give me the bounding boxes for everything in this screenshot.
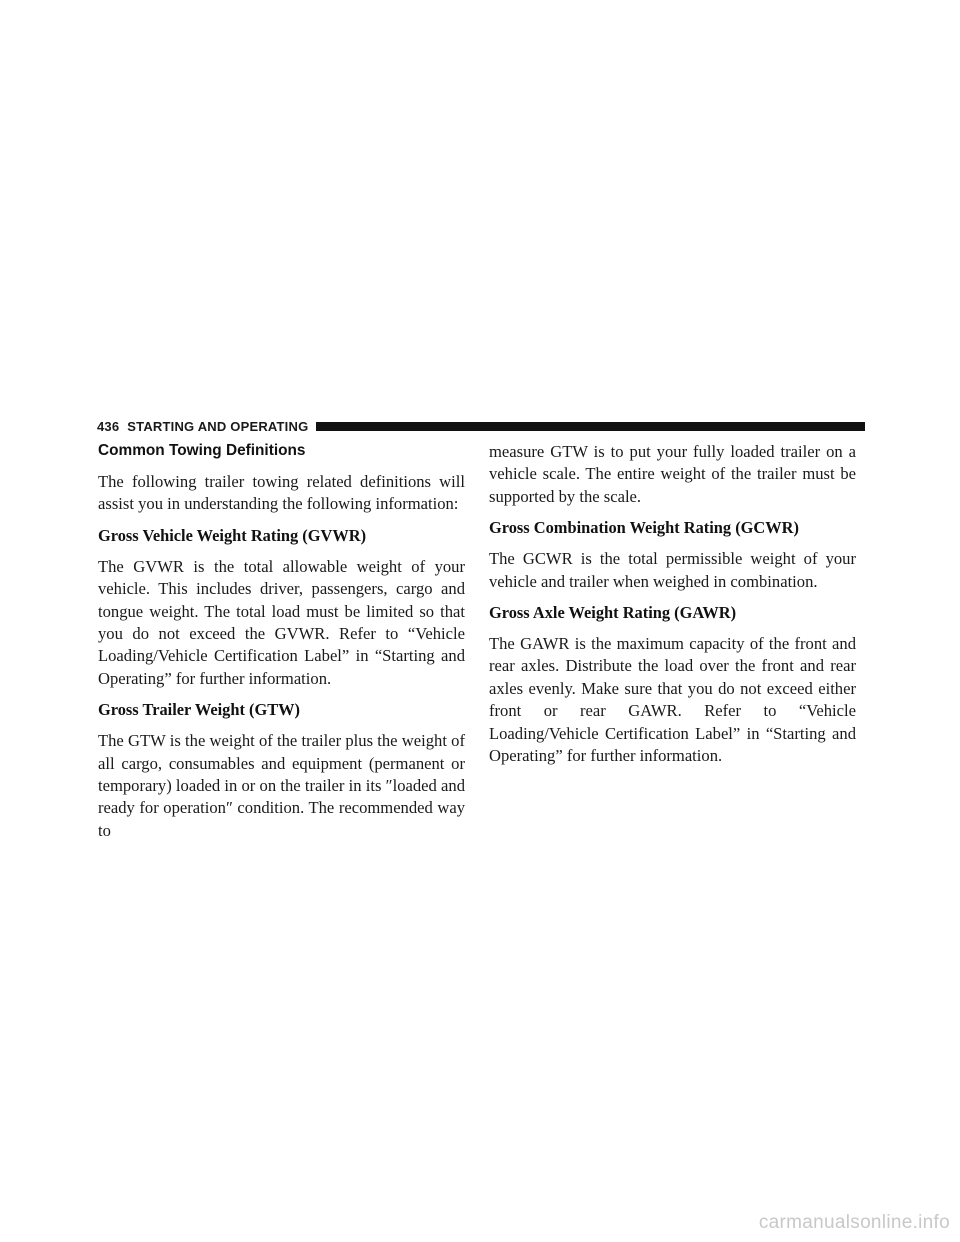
right-column xyxy=(489,441,856,776)
gcwr-heading: Gross Combination Weight Rating (GCWR) xyxy=(489,518,799,538)
gvwr-heading: Gross Vehicle Weight Rating (GVWR) xyxy=(98,525,367,545)
left-column xyxy=(98,441,465,851)
intro-paragraph: The following trailer towing related definitions will assist you in understanding the following information: xyxy=(98,472,465,514)
page-number: 436 xyxy=(97,418,120,434)
gawr-heading: Gross Axle Weight Rating (GAWR) xyxy=(489,603,737,623)
gawr-paragraph: The GAWR is the maximum capacity of the front and rear axles. Distribute the load over the front and rear axles evenly. Make sure that you do not exceed either front or rear GAWR. Refer to “Vehicle Loading/Vehicle Certification Label” in “Starting and Operating” for further information. xyxy=(489,634,856,766)
section-name: STARTING AND OPERATING xyxy=(127,418,309,434)
page-header xyxy=(97,417,865,435)
section-title: Common Towing Definitions xyxy=(98,442,306,459)
gtw-heading: Gross Trailer Weight (GTW) xyxy=(98,700,300,720)
gvwr-paragraph: The GVWR is the total allowable weight of your vehicle. This includes driver, passengers, cargo and tongue weight. The total load must be limited so that you do not exceed the GVWR. Refer to “Vehicle Loading/Vehicle Certification Label” in “Starting and Operating” for further information. xyxy=(98,556,465,688)
gtw-paragraph-continued: measure GTW is to put your fully loaded trailer on a vehicle scale. The entire weight of the trailer must be supported by the scale. xyxy=(489,442,856,506)
gcwr-paragraph: The GCWR is the total permissible weight of your vehicle and trailer when weighed in combination. xyxy=(489,549,856,591)
gtw-paragraph: The GTW is the weight of the trailer plus the weight of all cargo, consumables and equipment (permanent or temporary) loaded in or on the trailer in its ″loaded and ready for operation″ condition. The recommended way to xyxy=(98,731,465,840)
header-rule xyxy=(316,422,865,431)
watermark-link[interactable]: carmanualsonline.info xyxy=(758,1212,950,1233)
